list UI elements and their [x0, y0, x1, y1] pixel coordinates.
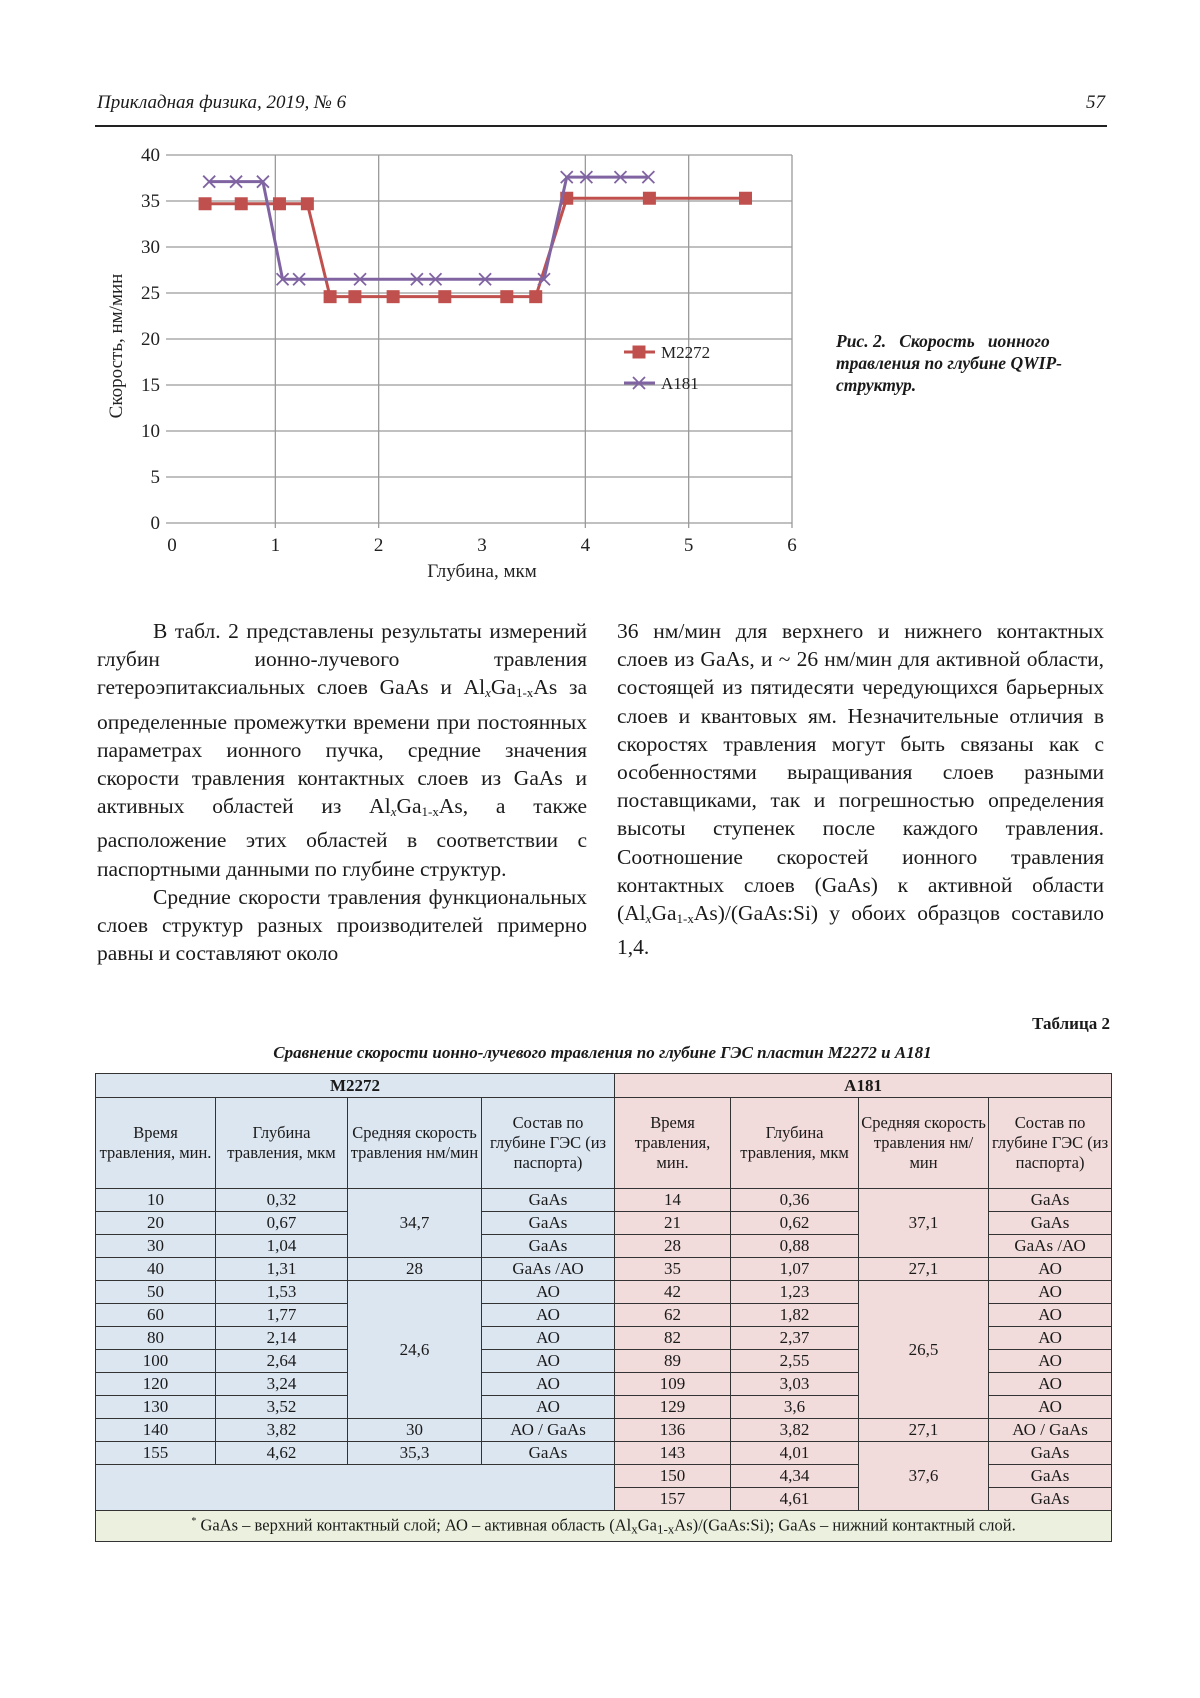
- data-point-square: [199, 197, 212, 210]
- y-tick-label: 40: [141, 145, 160, 166]
- x-tick-label: 5: [683, 535, 694, 556]
- group-header-row: [96, 1074, 1112, 1098]
- figure-caption: [836, 330, 1104, 396]
- cell-avg-speed: 37,1: [859, 1189, 989, 1258]
- cell-composition: GaAs /АО: [989, 1235, 1112, 1258]
- text-run: As, а также расположение этих областей в соответствии с паспортными данными по глубине структур.: [97, 794, 587, 881]
- cell-time: 140: [96, 1419, 216, 1442]
- cell-composition: GaAs: [482, 1212, 615, 1235]
- cell-time: 50: [96, 1281, 216, 1304]
- cell-composition: GaAs: [482, 1189, 615, 1212]
- table-footnote: [96, 1511, 1112, 1542]
- header-rule: [95, 125, 1107, 127]
- caption-line: Рис. 2. Скорость ионного: [836, 331, 1050, 351]
- text-run: Ga: [490, 675, 516, 700]
- text-run: GaAs – верхний контактный слой; АО – активная область (Al: [196, 1515, 632, 1535]
- subscript: 1-x: [656, 1521, 675, 1537]
- data-point-square: [273, 197, 286, 210]
- cell-depth: 1,04: [216, 1235, 348, 1258]
- subscript: x: [645, 911, 652, 927]
- table-body: [96, 1189, 1112, 1542]
- cell-composition: АО: [482, 1350, 615, 1373]
- data-point-square: [387, 290, 400, 303]
- x-tick-label: 0: [167, 535, 177, 556]
- data-point-square: [643, 192, 656, 205]
- cell-composition: АО: [989, 1350, 1112, 1373]
- data-point-square: [633, 346, 646, 359]
- cell-composition: GaAs: [482, 1235, 615, 1258]
- series-group: [199, 171, 752, 303]
- y-tick-label: 25: [141, 283, 160, 304]
- cell-time: 155: [96, 1442, 216, 1465]
- cell-composition: АО: [482, 1281, 615, 1304]
- text-run: Ga: [637, 1515, 657, 1535]
- cell-avg-speed: 27,1: [859, 1419, 989, 1442]
- caption-line: структур.: [836, 375, 917, 395]
- text-run: As за определенные промежутки времени при постоянных параметрах ионного пучка, средние значения скорости травления контактных слоев из GaAs и активных областей из Al: [97, 675, 587, 819]
- table-row: [96, 1189, 1112, 1212]
- cell-time: 89: [615, 1350, 731, 1373]
- cell-depth: 0,62: [731, 1212, 859, 1235]
- grid: [166, 155, 792, 528]
- cell-time: 35: [615, 1258, 731, 1281]
- etch-rate-chart: [100, 140, 820, 600]
- y-tick-label: 35: [141, 191, 160, 212]
- cell-depth: 0,67: [216, 1212, 348, 1235]
- x-tick-labels: [167, 535, 797, 556]
- cell-time: 21: [615, 1212, 731, 1235]
- cell-avg-speed: 35,3: [348, 1442, 482, 1465]
- y-tick-label: 30: [141, 237, 160, 258]
- cell-time: 62: [615, 1304, 731, 1327]
- cell-depth: 1,82: [731, 1304, 859, 1327]
- legend-label: M2272: [661, 343, 711, 362]
- cell-composition: АО: [989, 1281, 1112, 1304]
- cell-composition: GaAs: [989, 1442, 1112, 1465]
- legend: [624, 343, 710, 393]
- text-run: В табл. 2 представлены результаты измерений глубин ионно-лучевого травления гетероэпитаксиальных слоев GaAs и Al: [97, 619, 587, 700]
- col-header-composition: Состав по глубине ГЭС (из паспорта): [482, 1098, 615, 1189]
- cell-avg-speed: 37,6: [859, 1442, 989, 1511]
- legend-item: [624, 374, 699, 393]
- cell-time: 136: [615, 1419, 731, 1442]
- cell-depth: 2,64: [216, 1350, 348, 1373]
- text-run: As)/(GaAs:Si); GaAs – нижний контактный слой.: [674, 1515, 1016, 1535]
- subscript: x: [390, 804, 397, 820]
- cell-depth: 0,36: [731, 1189, 859, 1212]
- text-run: As)/(GaAs:Si) у обоих образцов составило 1,4.: [617, 901, 1104, 960]
- cell-time: 157: [615, 1488, 731, 1511]
- cell-time: 10: [96, 1189, 216, 1212]
- cell-avg-speed: 34,7: [348, 1189, 482, 1258]
- cell-depth: 4,01: [731, 1442, 859, 1465]
- cell-time: 150: [615, 1465, 731, 1488]
- cell-time: 80: [96, 1327, 216, 1350]
- body-column-right: [617, 617, 1104, 961]
- cell-time: 129: [615, 1396, 731, 1419]
- cell-composition: АО: [482, 1373, 615, 1396]
- text-run: 36 нм/мин для верхнего и нижнего контактных слоев из GaAs, и ~ 26 нм/мин для активной области, состоящей из пятидесяти чередующихся барьерных слоев и квантовых ям. Незначительные отличия в скоростях травления могут быть связаны как с особенностями выращивания слоев разными поставщиками, так и погрешностью определения высоты ступенек после каждого травления. Соотношение скоростей ионного травления контактных слоев (GaAs) к активной области (Al: [617, 619, 1104, 926]
- table-row: [96, 1258, 1112, 1281]
- table-row: [96, 1442, 1112, 1465]
- col-header-speed: Средняя скорость травления нм/мин: [859, 1098, 989, 1189]
- col-header-time: Время травления, мин.: [615, 1098, 731, 1189]
- subscript-text: 1-x: [515, 685, 534, 701]
- x-tick-label: 2: [373, 535, 384, 556]
- cell-depth: 3,52: [216, 1396, 348, 1419]
- cell-composition: GaAs: [989, 1212, 1112, 1235]
- y-axis-label: Скорость, нм/мин: [106, 273, 127, 419]
- subscript: x: [485, 685, 491, 701]
- table-title: Сравнение скорости ионно-лучевого травления по глубине ГЭС пластин М2272 и А181: [273, 1043, 932, 1062]
- cell-depth: 3,24: [216, 1373, 348, 1396]
- y-tick-label: 10: [141, 421, 160, 442]
- cell-composition: АО: [482, 1327, 615, 1350]
- cell-time: 109: [615, 1373, 731, 1396]
- running-head: [97, 92, 1105, 122]
- cell-avg-speed: 24,6: [348, 1281, 482, 1419]
- cell-depth: 3,03: [731, 1373, 859, 1396]
- cell-avg-speed: 30: [348, 1419, 482, 1442]
- cell-time: 82: [615, 1327, 731, 1350]
- series-a181: [203, 171, 654, 285]
- text-run: Ga: [396, 794, 422, 819]
- cell-avg-speed: 27,1: [859, 1258, 989, 1281]
- body-column-left: [97, 617, 587, 967]
- paragraph: Средние скорости травления функциональных слоев структур разных производителей примерно равны и составляют около: [97, 884, 587, 966]
- x-axis-label: Глубина, мкм: [427, 561, 537, 582]
- cell-composition: АО / GaAs: [482, 1419, 615, 1442]
- data-point-square: [500, 290, 513, 303]
- page-number: 57: [1086, 92, 1105, 113]
- cell-depth: 1,53: [216, 1281, 348, 1304]
- cell-depth: 3,82: [731, 1419, 859, 1442]
- data-point-square: [301, 197, 314, 210]
- paragraph: [617, 617, 1104, 961]
- paragraph: [97, 617, 587, 883]
- x-tick-label: 4: [580, 535, 591, 556]
- subscript: 1-x: [421, 804, 439, 820]
- cell-composition: АО / GaAs: [989, 1419, 1112, 1442]
- data-point-square: [348, 290, 361, 303]
- subscript: 1-x: [676, 911, 694, 927]
- footnote-mark: *: [191, 1516, 197, 1527]
- cell-time: 60: [96, 1304, 216, 1327]
- empty-cell: [96, 1465, 615, 1511]
- cell-composition: АО: [989, 1327, 1112, 1350]
- cell-composition: АО: [482, 1396, 615, 1419]
- cell-depth: 1,23: [731, 1281, 859, 1304]
- cell-composition: GaAs: [989, 1465, 1112, 1488]
- legend-label: A181: [661, 374, 699, 393]
- cell-avg-speed: 28: [348, 1258, 482, 1281]
- cell-time: 14: [615, 1189, 731, 1212]
- cell-depth: 0,32: [216, 1189, 348, 1212]
- col-header-composition: Состав по глубине ГЭС (из паспорта): [989, 1098, 1112, 1189]
- cell-time: 20: [96, 1212, 216, 1235]
- column-header-row: [96, 1098, 1112, 1189]
- col-header-time: Время травления, мин.: [96, 1098, 216, 1189]
- cell-composition: АО: [482, 1304, 615, 1327]
- comparison-table: [95, 1073, 1112, 1542]
- col-header-depth: Глубина травления, мкм: [216, 1098, 348, 1189]
- cell-depth: 1,77: [216, 1304, 348, 1327]
- data-point-square: [235, 197, 248, 210]
- subscript: x: [631, 1521, 638, 1537]
- cell-composition: GaAs /АО: [482, 1258, 615, 1281]
- col-header-speed: Средняя скорость травления нм/мин: [348, 1098, 482, 1189]
- cell-time: 42: [615, 1281, 731, 1304]
- cell-depth: 3,82: [216, 1419, 348, 1442]
- y-tick-label: 5: [150, 467, 160, 488]
- cell-time: 28: [615, 1235, 731, 1258]
- cell-avg-speed: 26,5: [859, 1281, 989, 1419]
- cell-depth: 3,6: [731, 1396, 859, 1419]
- table-row: [96, 1419, 1112, 1442]
- data-point-square: [438, 290, 451, 303]
- cell-depth: 1,31: [216, 1258, 348, 1281]
- cell-depth: 2,55: [731, 1350, 859, 1373]
- table-row: [96, 1281, 1112, 1304]
- group-header-m2272: М2272: [96, 1074, 615, 1098]
- cell-depth: 0,88: [731, 1235, 859, 1258]
- col-header-depth: Глубина травления, мкм: [731, 1098, 859, 1189]
- cell-time: 120: [96, 1373, 216, 1396]
- data-point-square: [739, 192, 752, 205]
- cell-composition: АО: [989, 1373, 1112, 1396]
- cell-depth: 2,37: [731, 1327, 859, 1350]
- cell-composition: АО: [989, 1396, 1112, 1419]
- caption-line: травления по глубине QWIP-: [836, 353, 1062, 373]
- cell-time: 100: [96, 1350, 216, 1373]
- data-point-square: [529, 290, 542, 303]
- cell-time: 30: [96, 1235, 216, 1258]
- y-tick-label: 0: [150, 513, 160, 534]
- x-tick-label: 1: [270, 535, 281, 556]
- legend-item: [624, 343, 710, 362]
- cell-composition: GaAs: [989, 1189, 1112, 1212]
- cell-composition: АО: [989, 1304, 1112, 1327]
- table-label: Таблица 2: [1032, 1014, 1110, 1033]
- footnote-row: [96, 1511, 1112, 1542]
- cell-depth: 4,61: [731, 1488, 859, 1511]
- data-point-square: [324, 290, 337, 303]
- cell-depth: 4,62: [216, 1442, 348, 1465]
- cell-time: 40: [96, 1258, 216, 1281]
- cell-depth: 1,07: [731, 1258, 859, 1281]
- cell-composition: GaAs: [482, 1442, 615, 1465]
- subscript: [516, 685, 533, 700]
- y-tick-label: 20: [141, 329, 160, 350]
- cell-composition: АО: [989, 1258, 1112, 1281]
- cell-time: 143: [615, 1442, 731, 1465]
- x-tick-label: 6: [787, 535, 797, 556]
- cell-depth: 4,34: [731, 1465, 859, 1488]
- x-tick-label: 3: [477, 535, 487, 556]
- journal-title: Прикладная физика, 2019, № 6: [97, 92, 347, 113]
- y-tick-labels: [141, 145, 160, 534]
- cell-time: 130: [96, 1396, 216, 1419]
- y-tick-label: 15: [141, 375, 160, 396]
- cell-depth: 2,14: [216, 1327, 348, 1350]
- group-header-a181: А181: [615, 1074, 1112, 1098]
- text-run: Ga: [651, 901, 677, 926]
- cell-composition: GaAs: [989, 1488, 1112, 1511]
